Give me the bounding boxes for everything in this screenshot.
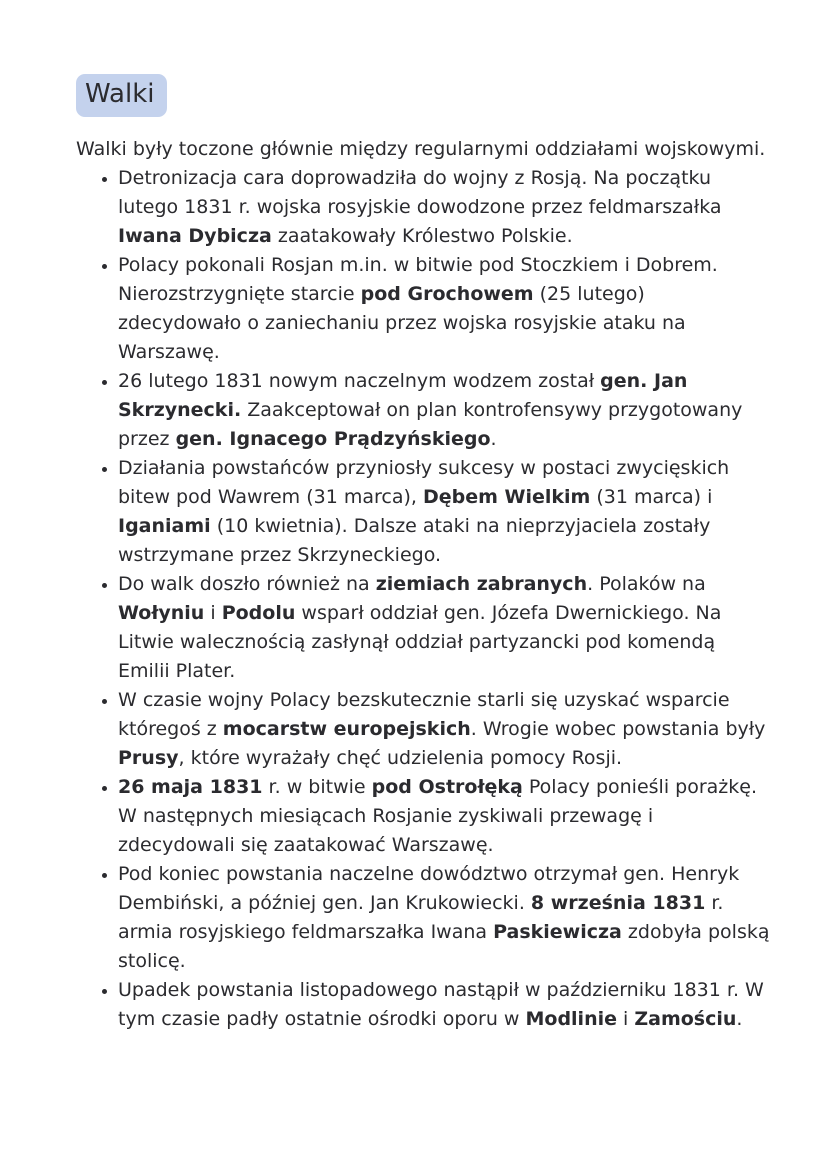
text-run-bold: Modlinie — [525, 1007, 617, 1030]
text-run-bold: mocarstw europejskich — [222, 717, 471, 740]
text-run: Do walk doszło również na — [118, 572, 376, 595]
text-run-bold: gen. Ignacego Prądzyńskiego — [175, 427, 491, 450]
list-item — [118, 454, 772, 570]
page-title: Walki — [76, 74, 167, 117]
bullet-list — [76, 164, 772, 1034]
list-item — [118, 251, 772, 367]
text-run: i — [617, 1007, 635, 1030]
text-run-bold: ziemiach zabranych — [375, 572, 588, 595]
text-run: i — [204, 601, 222, 624]
text-run-bold: Podolu — [221, 601, 296, 624]
text-run: zdobyła polską stolicę. — [118, 920, 770, 972]
text-run: Detronizacja cara doprowadziła do wojny z Rosją. Na początku lutego 1831 r. wojska rosyjskie dowodzone przez feldmarszałka — [118, 166, 722, 218]
text-run: Działania powstańców przyniosły sukcesy w postaci zwycięskich bitew pod Wawrem (31 marca), — [118, 456, 730, 508]
list-item — [118, 367, 772, 454]
text-run-bold: Iwana Dybicza — [118, 224, 272, 247]
text-run: (31 marca) i — [590, 485, 713, 508]
text-run: Zaakceptował on plan kontrofensywy przygotowany przez — [118, 398, 743, 450]
text-run-bold: Zamościu — [634, 1007, 737, 1030]
text-run: . — [736, 1007, 743, 1030]
text-run: wsparł oddział gen. Józefa Dwernickiego. Na Litwie walecznością zasłynął oddział partyzancki pod komendą Emilii Plater. — [118, 601, 722, 682]
text-run: zaatakowały Królestwo Polskie. — [271, 224, 573, 247]
text-run: W czasie wojny Polacy bezskutecznie starli się uzyskać wsparcie któregoś z — [118, 688, 730, 740]
text-run: Polacy pokonali Rosjan m.in. w bitwie pod Stoczkiem i Dobrem. Nierozstrzygnięte starcie — [118, 253, 718, 305]
text-run-bold: pod Grochowem — [360, 282, 534, 305]
text-run-bold: pod Ostrołęką — [371, 775, 523, 798]
text-run: r. w bitwie — [262, 775, 372, 798]
list-item — [118, 773, 772, 860]
intro-paragraph: Walki były toczone głównie między regularnymi oddziałami wojskowymi. — [76, 137, 766, 160]
text-run: . — [490, 427, 497, 450]
text-run: 26 lutego 1831 nowym naczelnym wodzem został — [118, 369, 601, 392]
page-title-row — [76, 72, 772, 117]
text-run: Upadek powstania listopadowego nastąpił w październiku 1831 r. W tym czasie padły ostatnie ośrodki oporu w — [118, 978, 764, 1030]
list-item — [118, 164, 772, 251]
text-run: Pod koniec powstania naczelne dowództwo otrzymał gen. Henryk Dembiński, a później gen. Jan Krukowiecki. — [118, 862, 740, 914]
text-run: (25 lutego) zdecydowało o zaniechaniu przez wojska rosyjskie ataku na Warszawę. — [118, 282, 686, 363]
text-run-bold: Iganiami — [118, 514, 211, 537]
text-run-bold: 8 września 1831 — [530, 891, 706, 914]
text-run-bold: Dębem Wielkim — [422, 485, 591, 508]
text-run: Polacy ponieśli porażkę. W następnych miesiącach Rosjanie zyskiwali przewagę i zdecydowali się zaatakować Warszawę. — [118, 775, 757, 856]
text-run-bold: Paskiewicza — [493, 920, 622, 943]
text-run: (10 kwietnia). Dalsze ataki na nieprzyjaciela zostały wstrzymane przez Skrzyneckiego. — [118, 514, 711, 566]
text-run: . Polaków na — [587, 572, 706, 595]
text-run: , które wyrażały chęć udzielenia pomocy Rosji. — [178, 746, 623, 769]
text-run: r. armia rosyjskiego feldmarszałka Iwana — [118, 891, 724, 943]
list-item — [118, 976, 772, 1034]
text-run-bold: Wołyniu — [118, 601, 205, 624]
text-run-bold: Prusy — [118, 746, 179, 769]
list-item — [118, 686, 772, 773]
text-run-bold: 26 maja 1831 — [118, 775, 263, 798]
text-run-bold: gen. Jan Skrzynecki. — [118, 369, 688, 421]
list-item — [118, 570, 772, 686]
text-run: . Wrogie wobec powstania były — [470, 717, 766, 740]
list-item — [118, 860, 772, 976]
